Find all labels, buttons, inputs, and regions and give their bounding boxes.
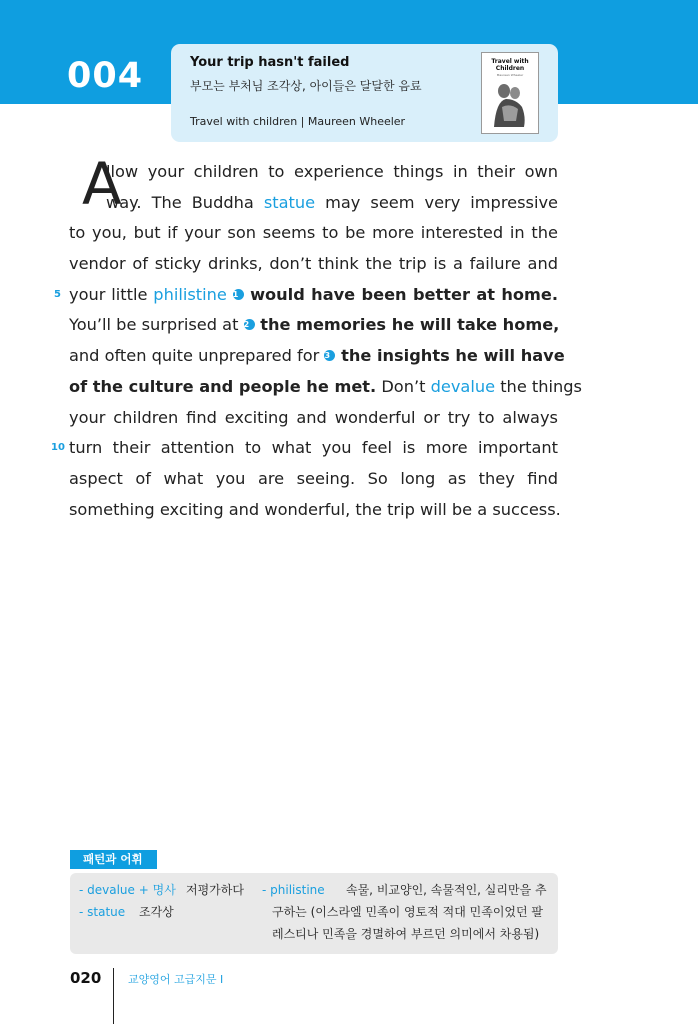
passage-text: You’ll be surprised at	[69, 315, 244, 335]
key-phrase: the memories he will take home,	[254, 315, 560, 335]
vocab-meaning-philistine: 속물, 비교양인, 속물적인, 실리만을 추	[346, 883, 547, 897]
page-number: 020	[70, 969, 102, 987]
passage-text: to you, but if your son seems to be more interested in the	[69, 223, 558, 243]
unit-number: 004	[67, 56, 144, 96]
passage-text	[227, 285, 233, 304]
passage-body	[69, 150, 582, 525]
book-name: 교양영어 고급지문 I	[128, 973, 224, 986]
passage-text: and often quite unprepared for	[69, 346, 325, 366]
header-card	[171, 44, 558, 142]
passage-text: may seem very impressive	[315, 192, 558, 212]
passage-text: vendor of sticky drinks, don’t think the trip is a failure and	[69, 254, 558, 274]
passage-text: the things	[495, 376, 582, 396]
passage-line	[69, 280, 558, 311]
vocab-highlight: devalue	[430, 376, 496, 396]
footer-divider	[113, 968, 114, 1024]
passage-line	[69, 218, 558, 249]
annotation-number-badge: 3	[324, 350, 335, 361]
passage-text: llow your children to experience things in their own	[106, 162, 558, 181]
vocab-box	[70, 873, 558, 954]
vocab-term-devalue: - devalue + 명사	[79, 883, 176, 897]
passage-subtitle: 부모는 부처님 조각상, 아이들은 달달한 음료	[190, 79, 422, 93]
book-cover-image	[481, 52, 539, 134]
passage-text: way. The Buddha	[106, 192, 264, 212]
passage-text: turn their attention to what you feel is more important	[69, 438, 558, 458]
vocab-term-philistine: - philistine	[262, 883, 325, 897]
book-cover-illustration	[482, 77, 538, 133]
passage-line	[69, 341, 565, 372]
passage-text: aspect of what you are seeing. So long as they find	[69, 468, 558, 488]
vocab-section-label: 패턴과 어휘	[70, 850, 157, 869]
book-cover-title: Travel with Children	[491, 58, 529, 72]
key-phrase: would have been better at home.	[243, 284, 558, 304]
passage-line	[69, 188, 558, 219]
vocab-meaning-philistine-cont-1: 구하는 (이스라엘 민족이 영토적 적대 민족이었던 팔	[272, 905, 544, 919]
passage-text: Don’t	[376, 376, 431, 396]
drop-cap: A	[82, 150, 122, 218]
passage-title: Your trip hasn't failed	[190, 55, 350, 70]
book-cover-author: Maureen Wheeler	[496, 73, 524, 77]
annotation-number-badge: 2	[244, 319, 255, 330]
passage-source: Travel with children | Maureen Wheeler	[190, 115, 406, 128]
vocab-meaning-philistine-cont-2: 레스티나 민족을 경멸하여 부르던 의미에서 차용됨)	[272, 927, 540, 941]
passage-line	[69, 495, 561, 526]
vocab-highlight: statue	[263, 192, 316, 212]
passage-line	[69, 464, 558, 495]
vocab-highlight: philistine	[153, 284, 227, 304]
passage-line	[69, 433, 558, 464]
passage-line	[69, 310, 558, 341]
key-phrase: of the culture and people he met.	[69, 376, 377, 396]
vocab-meaning-devalue: 저평가하다	[186, 883, 244, 897]
vocab-meaning-statue: 조각상	[139, 905, 174, 919]
line-number-5: 5	[54, 289, 61, 300]
passage-line	[69, 403, 558, 434]
line-number-10: 10	[51, 442, 65, 453]
passage-line	[69, 249, 558, 280]
passage-text: something exciting and wonderful, the trip will be a success.	[69, 499, 561, 519]
vocab-term-statue: - statue	[79, 905, 126, 919]
passage-line	[69, 157, 558, 188]
key-phrase: the insights he will have	[335, 346, 565, 366]
passage-line	[69, 372, 582, 403]
passage-text: your children find exciting and wonderful or try to always	[69, 407, 558, 427]
passage-text: your little	[69, 284, 154, 304]
annotation-number-badge: 1	[233, 289, 244, 300]
